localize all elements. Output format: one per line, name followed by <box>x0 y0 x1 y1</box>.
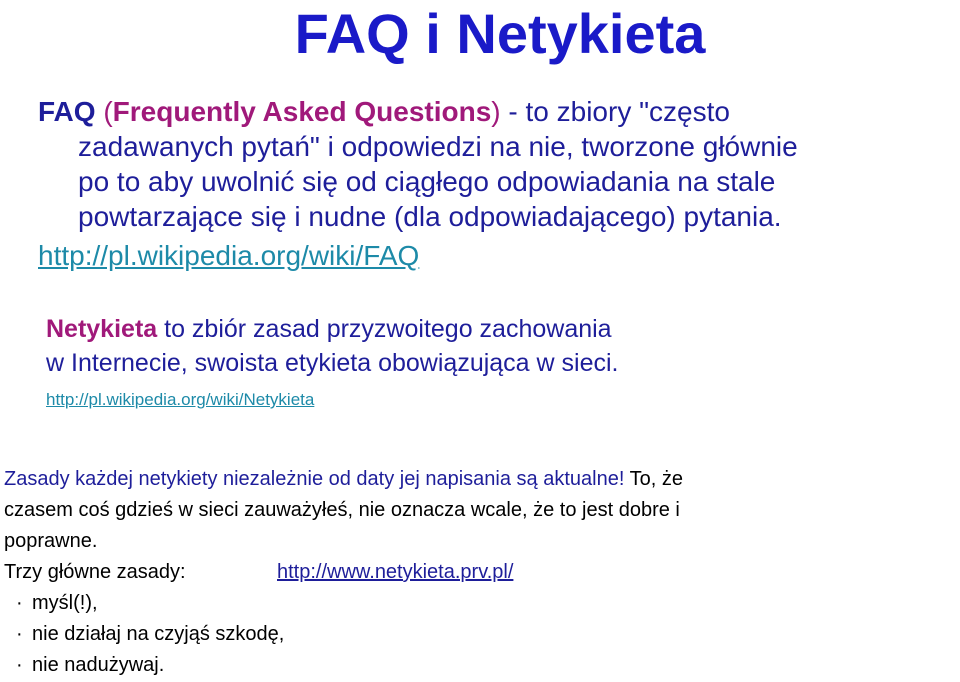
bullet-icon: · <box>16 654 23 676</box>
rule-item <box>4 650 960 681</box>
rules-section <box>4 464 960 681</box>
rule-item <box>4 619 960 650</box>
netykieta-line-2: w Internecie, swoista etykieta obowiązująca w sieci. <box>46 349 619 377</box>
netykieta-definition <box>46 312 946 414</box>
faq-line-1-rest: - to zbiory "często <box>500 96 730 127</box>
rule-item <box>4 588 960 619</box>
netykieta-wiki-link[interactable]: http://pl.wikipedia.org/wiki/Netykieta <box>46 390 315 409</box>
rule-item-label: myśl(!), <box>32 592 98 614</box>
netykieta-site-link[interactable]: http://www.netykieta.prv.pl/ <box>277 561 514 583</box>
page-title: FAQ i Netykieta <box>294 2 706 65</box>
rules-highlight: Zasady każdej netykiety niezależnie od daty jej napisania są aktualne! <box>4 468 625 490</box>
rules-line-2: czasem coś gdzieś w sieci zauważyłeś, nie oznacza wcale, że to jest dobre i <box>4 499 680 521</box>
faq-line-2: zadawanych pytań" i odpowiedzi na nie, tworzone głównie <box>78 131 798 162</box>
bullet-icon: · <box>16 592 23 614</box>
bullet-icon: · <box>16 623 23 645</box>
rule-item-label: nie nadużywaj. <box>32 654 165 676</box>
netykieta-line-1-rest: to zbiór zasad przyzwoitego zachowania <box>157 315 612 343</box>
netykieta-term: Netykieta <box>46 315 158 343</box>
faq-wiki-link[interactable]: http://pl.wikipedia.org/wiki/FAQ <box>38 240 420 271</box>
rules-line-3: poprawne. <box>4 530 98 552</box>
faq-acronym: FAQ <box>38 96 96 127</box>
faq-definition <box>38 94 953 273</box>
netykieta-line-1 <box>46 312 946 346</box>
faq-paren-open: ( <box>95 96 113 127</box>
faq-paren-close: ) <box>491 96 501 127</box>
faq-line-1 <box>38 94 953 129</box>
faq-line-3: po to aby uwolnić się od ciągłego odpowiadania na stale <box>78 166 776 197</box>
faq-line-4: powtarzające się i nudne (dla odpowiadającego) pytania. <box>78 201 782 232</box>
rule-item-label: nie działaj na czyjąś szkodę, <box>32 623 285 645</box>
rules-line-1 <box>4 464 960 495</box>
faq-expansion: Frequently Asked Questions <box>112 96 492 127</box>
main-rules-label: Trzy główne zasady: <box>4 561 186 583</box>
rules-line-1-rest: To, że <box>624 468 683 490</box>
main-rules-row <box>4 557 960 588</box>
